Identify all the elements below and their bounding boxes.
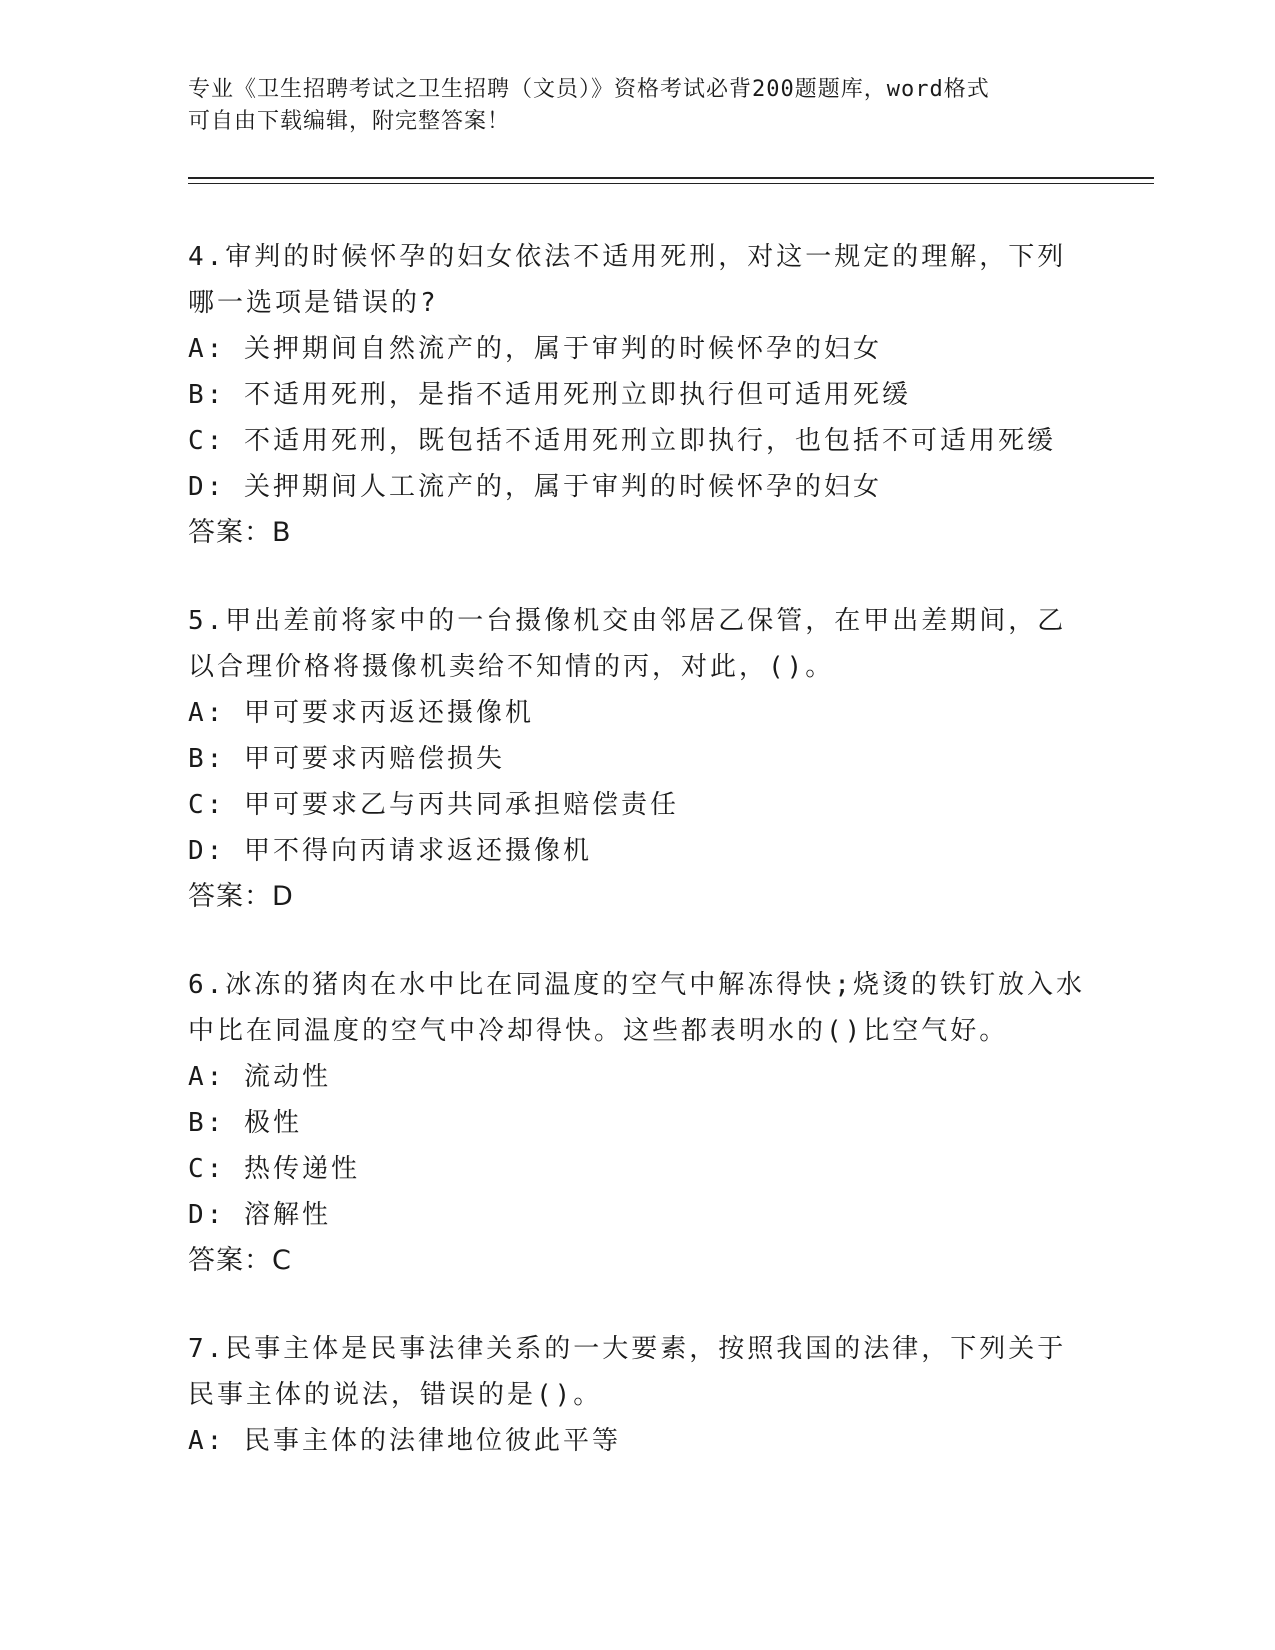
option-b: B: 极性	[188, 1108, 302, 1138]
option-d: D: 溶解性	[188, 1200, 331, 1230]
option-a: A: 民事主体的法律地位彼此平等	[188, 1426, 621, 1456]
header-line-2: 可自由下载编辑，附完整答案！	[188, 109, 511, 134]
question-7	[188, 1326, 1088, 1464]
question-stem-line-2: 民事主体的说法，错误的是()。	[188, 1380, 603, 1410]
question-6	[188, 962, 1088, 1284]
question-stem-line-2: 以合理价格将摄像机卖给不知情的丙，对此，()。	[188, 652, 835, 682]
answer-label: 答案：D	[188, 881, 294, 912]
question-5	[188, 598, 1088, 920]
question-stem-line-1: 7.民事主体是民事法律关系的一大要素，按照我国的法律，下列关于	[188, 1334, 1067, 1364]
document-header	[188, 74, 1068, 138]
option-a: A: 关押期间自然流产的，属于审判的时候怀孕的妇女	[188, 334, 882, 364]
answer-label: 答案：B	[188, 517, 292, 548]
option-c: C: 不适用死刑，既包括不适用死刑立即执行，也包括不可适用死缓	[188, 426, 1056, 456]
answer-label: 答案：C	[188, 1245, 292, 1276]
option-d: D: 甲不得向丙请求返还摄像机	[188, 836, 592, 866]
question-stem-line-2: 哪一选项是错误的?	[188, 288, 439, 318]
option-a: A: 甲可要求丙返还摄像机	[188, 698, 534, 728]
option-d: D: 关押期间人工流产的，属于审判的时候怀孕的妇女	[188, 472, 882, 502]
header-divider-thick	[188, 177, 1154, 179]
option-c: C: 甲可要求乙与丙共同承担赔偿责任	[188, 790, 679, 820]
header-divider-thin	[188, 183, 1154, 184]
option-b: B: 甲可要求丙赔偿损失	[188, 744, 505, 774]
question-stem-line-1: 6.冰冻的猪肉在水中比在同温度的空气中解冻得快;烧烫的铁钉放入水	[188, 970, 1085, 1000]
question-stem-line-1: 4.审判的时候怀孕的妇女依法不适用死刑，对这一规定的理解，下列	[188, 242, 1067, 272]
option-c: C: 热传递性	[188, 1154, 360, 1184]
question-stem-line-2: 中比在同温度的空气中冷却得快。这些都表明水的()比空气好。	[188, 1016, 1009, 1046]
option-a: A: 流动性	[188, 1062, 331, 1092]
question-4	[188, 234, 1088, 556]
question-stem-line-1: 5.甲出差前将家中的一台摄像机交由邻居乙保管，在甲出差期间，乙	[188, 606, 1067, 636]
header-line-1: 专业《卫生招聘考试之卫生招聘（文员）》资格考试必背200题题库，word格式	[188, 77, 990, 102]
option-b: B: 不适用死刑，是指不适用死刑立即执行但可适用死缓	[188, 380, 911, 410]
